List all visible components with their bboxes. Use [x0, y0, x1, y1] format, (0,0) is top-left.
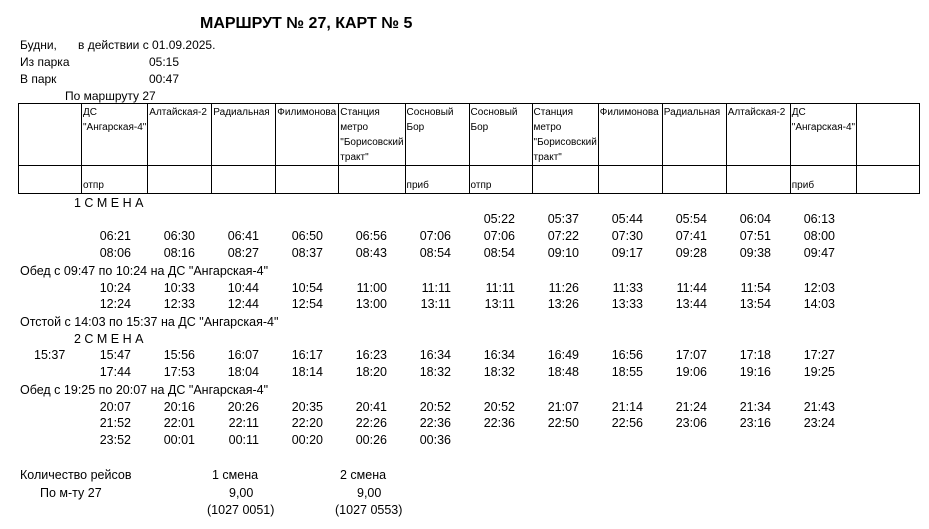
time-cell: 14:03	[803, 297, 835, 311]
time-cell: 23:52	[99, 433, 131, 447]
time-cell: 18:55	[611, 365, 643, 379]
day-type: Будни,	[20, 38, 57, 52]
time-cell: 13:54	[739, 297, 771, 311]
time-cell: 05:22	[483, 212, 515, 226]
time-cell: 13:11	[484, 297, 515, 311]
stop-mark-cell	[662, 166, 726, 194]
time-cell: 06:50	[291, 229, 323, 243]
time-cell: 07:30	[611, 229, 643, 243]
time-cell: 23:16	[739, 416, 771, 430]
time-cell: 11:26	[548, 281, 579, 295]
time-cell: 18:32	[419, 365, 451, 379]
time-cell: 06:41	[227, 229, 259, 243]
time-cell: 09:28	[675, 246, 707, 260]
stop-name-cell	[857, 104, 920, 166]
time-cell: 00:11	[228, 433, 259, 447]
time-cell: 20:41	[355, 400, 387, 414]
stop-name-cell: Алтайская-2	[726, 104, 790, 166]
stop-mark-cell: отпр	[469, 166, 532, 194]
time-cell: 13:33	[611, 297, 643, 311]
time-cell: 10:54	[291, 281, 323, 295]
time-cell: 17:44	[99, 365, 131, 379]
shift-1-label: 1 С М Е Н А	[74, 196, 144, 210]
time-cell: 08:27	[227, 246, 259, 260]
stop-name-cell: Филимонова	[598, 104, 662, 166]
shift-2-trips: 9,00	[357, 486, 382, 500]
time-cell: 12:24	[99, 297, 131, 311]
stop-name-cell: Алтайская-2	[148, 104, 212, 166]
time-cell: 11:33	[612, 281, 643, 295]
time-cell: 16:34	[483, 348, 515, 362]
time-cell: 13:11	[420, 297, 451, 311]
time-cell: 08:43	[355, 246, 387, 260]
page-title: МАРШРУТ № 27, КАРТ № 5	[200, 15, 413, 32]
stop-mark-cell	[212, 166, 276, 194]
time-cell: 09:38	[739, 246, 771, 260]
trip-count-label: Количество рейсов	[20, 468, 132, 482]
stop-mark-cell: отпр	[82, 166, 148, 194]
stop-name-cell: Радиальная	[212, 104, 276, 166]
time-cell: 20:26	[227, 400, 259, 414]
time-cell: 22:50	[547, 416, 579, 430]
stop-name-cell: Станция метро "Борисовский тракт"	[339, 104, 405, 166]
time-cell: 17:07	[675, 348, 707, 362]
time-cell: 06:30	[163, 229, 195, 243]
time-cell: 12:54	[291, 297, 323, 311]
time-cell: 18:32	[483, 365, 515, 379]
time-cell: 18:14	[291, 365, 323, 379]
time-cell: 10:33	[163, 281, 195, 295]
time-cell: 22:11	[228, 416, 259, 430]
time-cell: 20:07	[99, 400, 131, 414]
time-cell: 21:43	[803, 400, 835, 414]
shift-1-header: 1 смена	[212, 468, 259, 482]
time-cell: 21:07	[547, 400, 579, 414]
time-cell: 19:25	[803, 365, 835, 379]
time-cell: 19:16	[739, 365, 771, 379]
stop-name-cell: Станция метро "Борисовский тракт"	[532, 104, 598, 166]
route-trips-label: По м-ту 27	[40, 486, 102, 500]
stop-mark-cell: приб	[405, 166, 469, 194]
time-cell: 16:07	[227, 348, 259, 362]
time-cell: 16:34	[419, 348, 451, 362]
route-label: По маршруту 27	[65, 89, 156, 103]
stop-mark-cell	[339, 166, 405, 194]
stop-mark-cell: приб	[790, 166, 856, 194]
time-cell: 12:44	[227, 297, 259, 311]
layover-note: Отстой с 14:03 по 15:37 на ДС "Ангарская-4"	[20, 315, 279, 329]
time-cell: 08:16	[163, 246, 195, 260]
stop-mark-cell	[532, 166, 598, 194]
time-cell: 12:03	[803, 281, 835, 295]
time-cell: 22:26	[355, 416, 387, 430]
time-cell: 18:20	[355, 365, 387, 379]
time-cell: 16:17	[291, 348, 323, 362]
time-cell: 21:34	[739, 400, 771, 414]
out-of-depot-label: Из парка	[20, 55, 70, 69]
time-cell: 21:24	[675, 400, 707, 414]
shift-2-start-time: 15:37	[34, 348, 66, 362]
time-cell: 20:52	[419, 400, 451, 414]
shift-2-header: 2 смена	[340, 468, 387, 482]
time-cell: 08:54	[419, 246, 451, 260]
time-cell: 11:54	[740, 281, 771, 295]
time-cell: 06:04	[739, 212, 771, 226]
time-cell: 20:52	[483, 400, 515, 414]
time-cell: 17:53	[163, 365, 195, 379]
time-cell: 00:36	[419, 433, 451, 447]
time-cell: 15:56	[163, 348, 195, 362]
stop-mark-cell	[276, 166, 339, 194]
time-cell: 20:35	[291, 400, 323, 414]
valid-from: в действии с 01.09.2025.	[78, 38, 216, 52]
time-cell: 05:44	[611, 212, 643, 226]
time-cell: 22:20	[291, 416, 323, 430]
time-cell: 23:24	[803, 416, 835, 430]
stop-name-cell: ДС "Ангарская-4"	[790, 104, 856, 166]
time-cell: 10:44	[227, 281, 259, 295]
time-cell: 07:06	[419, 229, 451, 243]
time-cell: 17:18	[739, 348, 771, 362]
time-cell: 17:27	[803, 348, 835, 362]
time-cell: 07:22	[547, 229, 579, 243]
time-cell: 18:04	[227, 365, 259, 379]
time-cell: 22:36	[483, 416, 515, 430]
time-cell: 07:06	[483, 229, 515, 243]
time-cell: 06:13	[803, 212, 835, 226]
time-cell: 09:47	[803, 246, 835, 260]
time-cell: 09:17	[611, 246, 643, 260]
time-cell: 16:49	[547, 348, 579, 362]
time-cell: 15:47	[99, 348, 131, 362]
shift-2-label: 2 С М Е Н А	[74, 332, 144, 346]
stop-name-cell: ДС "Ангарская-4"	[82, 104, 148, 166]
time-cell: 00:26	[355, 433, 387, 447]
lunch-note-1: Обед с 09:47 по 10:24 на ДС "Ангарская-4"	[20, 264, 269, 278]
time-cell: 08:37	[291, 246, 323, 260]
time-cell: 08:54	[483, 246, 515, 260]
stop-name-cell: Сосновый Бор	[405, 104, 469, 166]
time-cell: 18:48	[547, 365, 579, 379]
time-cell: 08:00	[803, 229, 835, 243]
time-cell: 07:51	[739, 229, 771, 243]
shift-2-code: (1027 0553)	[335, 503, 403, 517]
to-depot-time: 00:47	[149, 72, 180, 86]
time-cell: 06:56	[355, 229, 387, 243]
stop-mark-cell	[598, 166, 662, 194]
time-cell: 10:24	[99, 281, 131, 295]
shift-1-trips: 9,00	[229, 486, 254, 500]
time-cell: 13:26	[547, 297, 579, 311]
stop-name-cell	[19, 104, 82, 166]
time-cell: 11:44	[676, 281, 707, 295]
time-cell: 22:36	[419, 416, 451, 430]
time-cell: 11:11	[485, 281, 515, 295]
shift-1-code: (1027 0051)	[207, 503, 275, 517]
time-cell: 09:10	[547, 246, 579, 260]
time-cell: 05:54	[675, 212, 707, 226]
stop-name-cell: Филимонова	[276, 104, 339, 166]
time-cell: 08:06	[99, 246, 131, 260]
stop-name-cell: Сосновый Бор	[469, 104, 532, 166]
time-cell: 06:21	[99, 229, 131, 243]
time-cell: 13:44	[675, 297, 707, 311]
time-cell: 05:37	[547, 212, 579, 226]
time-cell: 21:52	[99, 416, 131, 430]
time-cell: 12:33	[163, 297, 195, 311]
lunch-note-2: Обед с 19:25 по 20:07 на ДС "Ангарская-4"	[20, 383, 269, 397]
stop-mark-cell	[148, 166, 212, 194]
time-cell: 19:06	[675, 365, 707, 379]
out-of-depot-time: 05:15	[149, 55, 180, 69]
stop-mark-cell	[726, 166, 790, 194]
time-cell: 07:41	[675, 229, 707, 243]
time-cell: 20:16	[163, 400, 195, 414]
time-cell: 21:14	[611, 400, 643, 414]
time-cell: 22:56	[611, 416, 643, 430]
stop-name-cell: Радиальная	[662, 104, 726, 166]
time-cell: 16:56	[611, 348, 643, 362]
stop-mark-cell	[857, 166, 920, 194]
time-cell: 11:00	[356, 281, 387, 295]
time-cell: 16:23	[355, 348, 387, 362]
stop-mark-cell	[19, 166, 82, 194]
time-cell: 23:06	[675, 416, 707, 430]
time-cell: 00:01	[163, 433, 195, 447]
time-cell: 00:20	[291, 433, 323, 447]
time-cell: 11:11	[421, 281, 451, 295]
stops-header-table	[18, 103, 920, 194]
time-cell: 22:01	[163, 416, 195, 430]
to-depot-label: В парк	[20, 72, 57, 86]
time-cell: 13:00	[355, 297, 387, 311]
